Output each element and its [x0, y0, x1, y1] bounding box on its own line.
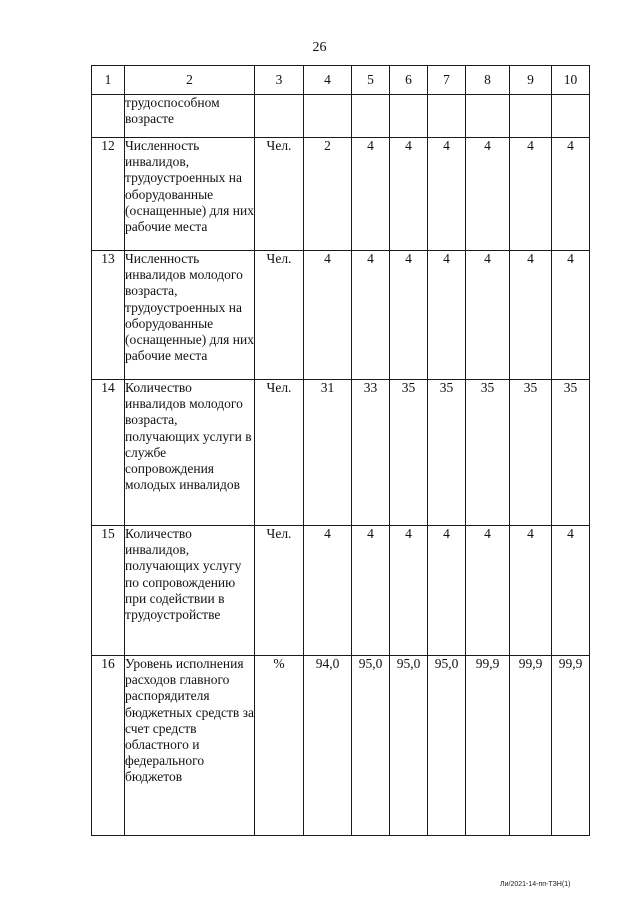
unit-cell: %: [255, 656, 304, 836]
row-number: [92, 95, 125, 138]
table-row: [92, 526, 590, 656]
header-cell: 1: [92, 66, 125, 95]
value-cell: [466, 95, 510, 138]
value-cell: 4: [552, 138, 590, 251]
unit-cell: Чел.: [255, 526, 304, 656]
value-cell: 4: [466, 138, 510, 251]
value-cell: 4: [304, 526, 352, 656]
value-cell: 4: [428, 526, 466, 656]
value-cell: 31: [304, 380, 352, 526]
value-cell: 4: [466, 526, 510, 656]
value-cell: 35: [428, 380, 466, 526]
header-cell: 4: [304, 66, 352, 95]
value-cell: 4: [304, 251, 352, 380]
value-cell: 4: [352, 138, 390, 251]
value-cell: [428, 95, 466, 138]
row-number: 12: [92, 138, 125, 251]
header-cell: 6: [390, 66, 428, 95]
value-cell: 4: [390, 526, 428, 656]
value-cell: 35: [466, 380, 510, 526]
indicator-name: Уровень исполнения расходов главного распорядителя бюджетных средств за счет средств областного и федерального бюджетов: [125, 656, 255, 836]
document-reference: Ли/2021-14-пп-ТЗН(1): [500, 881, 571, 888]
value-cell: [510, 95, 552, 138]
row-number: 15: [92, 526, 125, 656]
value-cell: 4: [390, 251, 428, 380]
value-cell: 4: [352, 526, 390, 656]
header-cell: 10: [552, 66, 590, 95]
value-cell: 35: [390, 380, 428, 526]
value-cell: [304, 95, 352, 138]
value-cell: 35: [510, 380, 552, 526]
header-cell: 3: [255, 66, 304, 95]
indicator-name: Количество инвалидов, получающих услугу по сопровождению при содействии в трудоустройстве: [125, 526, 255, 656]
indicator-name: Численность инвалидов молодого возраста, трудоустроенных на оборудованные (оснащенные) для них рабочие места: [125, 251, 255, 380]
unit-cell: [255, 95, 304, 138]
value-cell: 4: [510, 138, 552, 251]
value-cell: 95,0: [352, 656, 390, 836]
value-cell: 35: [552, 380, 590, 526]
value-cell: 4: [390, 138, 428, 251]
row-number: 13: [92, 251, 125, 380]
value-cell: 33: [352, 380, 390, 526]
indicator-name: Количество инвалидов молодого возраста, получающих услуги в службе сопровождения молодых инвалидов: [125, 380, 255, 526]
value-cell: 4: [510, 251, 552, 380]
value-cell: 4: [552, 526, 590, 656]
header-cell: 2: [125, 66, 255, 95]
value-cell: 4: [352, 251, 390, 380]
value-cell: 2: [304, 138, 352, 251]
row-number: 16: [92, 656, 125, 836]
table-row: [92, 138, 590, 251]
value-cell: 99,9: [552, 656, 590, 836]
value-cell: 4: [466, 251, 510, 380]
page-number: 26: [312, 40, 327, 55]
value-cell: 99,9: [510, 656, 552, 836]
value-cell: 99,9: [466, 656, 510, 836]
table-row: [92, 251, 590, 380]
value-cell: 94,0: [304, 656, 352, 836]
unit-cell: Чел.: [255, 251, 304, 380]
value-cell: 95,0: [390, 656, 428, 836]
header-cell: 7: [428, 66, 466, 95]
header-cell: 5: [352, 66, 390, 95]
row-number: 14: [92, 380, 125, 526]
unit-cell: Чел.: [255, 138, 304, 251]
indicators-table: [91, 65, 590, 836]
value-cell: 4: [510, 526, 552, 656]
value-cell: [352, 95, 390, 138]
value-cell: [390, 95, 428, 138]
header-row: [92, 66, 590, 95]
indicator-name: Численность инвалидов, трудоустроенных на оборудованные (оснащенные) для них рабочие места: [125, 138, 255, 251]
value-cell: 4: [428, 251, 466, 380]
continued-row: [92, 95, 590, 138]
value-cell: 95,0: [428, 656, 466, 836]
value-cell: 4: [428, 138, 466, 251]
unit-cell: Чел.: [255, 380, 304, 526]
header-cell: 8: [466, 66, 510, 95]
header-cell: 9: [510, 66, 552, 95]
table-row: [92, 656, 590, 836]
table-row: [92, 380, 590, 526]
value-cell: [552, 95, 590, 138]
value-cell: 4: [552, 251, 590, 380]
indicator-name: трудоспособном возрасте: [125, 95, 255, 138]
